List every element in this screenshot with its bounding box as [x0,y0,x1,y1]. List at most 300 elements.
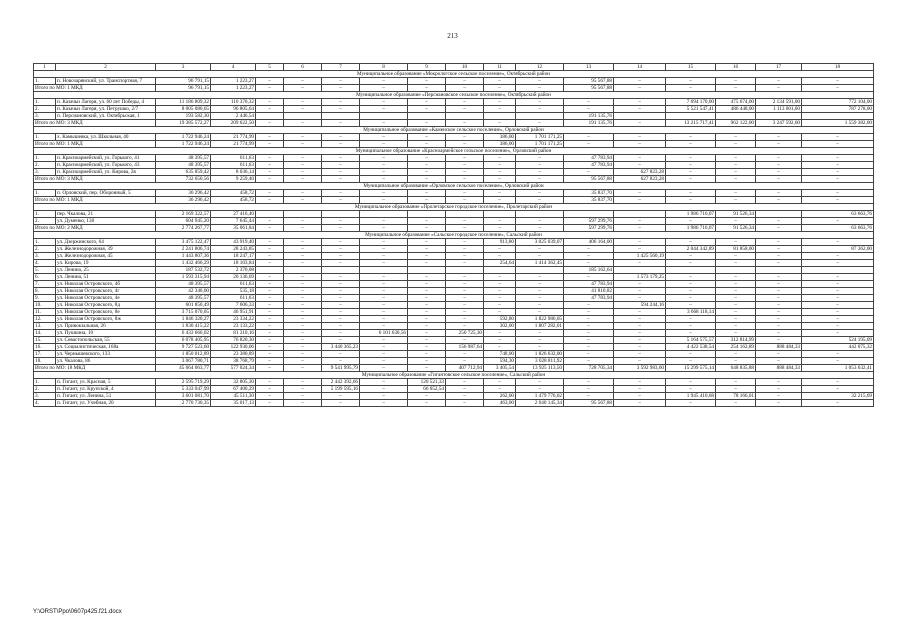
table-cell: – [614,323,666,330]
table-cell: – [614,386,666,393]
table-cell [446,113,484,120]
table-cell: – [614,281,666,288]
table-cell: – [408,295,446,302]
table-cell: – [666,351,716,358]
table-cell: – [756,281,802,288]
address-cell: ул. Николая Островского, 4г [56,288,156,295]
table-cell: – [408,344,446,351]
table-cell: 87 362,00 [802,246,874,253]
table-cell: 1 826 632,00 [516,351,564,358]
table-cell: – [614,246,666,253]
table-cell: – [322,218,360,225]
table-cell: – [408,155,446,162]
total-row [34,120,874,127]
table-cell: 2 770 730,35 [156,400,211,407]
table-cell: – [360,99,408,106]
table-cell: 1 573 179,25 [614,274,666,281]
table-cell: 1 223,27 [211,78,256,85]
table-cell: – [322,134,360,141]
table-cell: – [446,218,484,225]
table-cell: – [564,393,614,400]
table-cell: – [446,78,484,85]
table-cell: 36 296,42 [156,190,211,197]
table-cell: 262,00 [484,393,516,400]
table-row [34,274,874,281]
table-cell: 748,00 [484,351,516,358]
table-cell [802,267,874,274]
table-cell: 46 951,91 [211,309,256,316]
table-cell: – [614,99,666,106]
table-cell: – [802,316,874,323]
table-cell: – [756,218,802,225]
table-cell [446,267,484,274]
table-cell: 6 078 405,95 [156,337,211,344]
table-cell: – [802,253,874,260]
table-cell: – [564,323,614,330]
table-cell: – [716,197,756,204]
table-cell: – [564,309,614,316]
table-cell [716,113,756,120]
table-cell: – [756,295,802,302]
table-cell: 18 103,84 [211,260,256,267]
table-cell: 81 310,16 [211,330,256,337]
table-cell: – [256,302,284,309]
table-cell: – [802,274,874,281]
table-cell: – [484,281,516,288]
table-row [34,260,874,267]
table-cell: 592,80 [484,316,516,323]
table-cell: 21 774,99 [211,141,256,148]
table-cell: – [802,162,874,169]
table-cell: – [802,176,874,183]
table-cell: – [802,141,874,148]
row-number: 18. [34,358,56,365]
row-number: 9. [34,295,56,302]
table-cell: – [284,386,322,393]
table-cell: – [484,197,516,204]
table-cell: – [256,309,284,316]
table-row [34,358,874,365]
table-cell: – [756,316,802,323]
table-cell: – [256,162,284,169]
table-cell: – [446,239,484,246]
table-cell: – [666,176,716,183]
table-cell [484,211,516,218]
address-cell: ул. Ленина, 25 [56,267,156,274]
table-cell: 11 186 809,32 [156,99,211,106]
table-cell: 19 385 572,27 [156,120,211,127]
column-number: 9 [408,64,446,71]
table-cell: 611,63 [211,281,256,288]
address-cell: ул. Дзержинского, 64 [56,239,156,246]
table-cell [614,211,666,218]
table-cell: – [360,141,408,148]
table-cell: – [716,316,756,323]
row-number: 7. [34,281,56,288]
table-cell: – [564,134,614,141]
column-number: 1 [34,64,56,71]
table-cell: – [516,197,564,204]
table-cell: 2 370,08 [211,267,256,274]
table-cell: 120 521,33 [408,379,446,386]
table-cell: – [256,190,284,197]
table-cell [322,267,360,274]
table-cell: – [802,239,874,246]
row-number: 1. [34,134,56,141]
row-number: 1. [34,190,56,197]
table-cell: – [408,288,446,295]
table-cell: – [360,393,408,400]
address-cell: ул. Пушкина, 10 [56,330,156,337]
table-cell: – [360,260,408,267]
table-cell: 254 162,89 [716,344,756,351]
table-cell: 250 725,30 [446,330,484,337]
table-cell: 96 791,15 [156,85,211,92]
row-number: 13. [34,323,56,330]
table-cell: – [716,330,756,337]
table-cell: 406 164,00 [564,239,614,246]
table-cell: – [284,176,322,183]
table-cell: – [756,225,802,232]
table-cell: – [484,288,516,295]
table-cell: – [256,358,284,365]
table-cell: – [408,365,446,372]
address-cell: ул. Социалистическая, 168а [56,344,156,351]
column-number: 12 [516,64,564,71]
table-cell: – [564,379,614,386]
table-cell: – [516,379,564,386]
table-row [34,211,874,218]
table-cell: – [666,162,716,169]
table-cell: – [564,260,614,267]
table-cell: – [322,323,360,330]
table-cell: – [360,169,408,176]
section-heading: Муниципальное образование «Пролетарское городское поселение», Пролетарский район [34,204,874,211]
table-cell: – [322,274,360,281]
table-cell: – [666,260,716,267]
table-cell: – [446,358,484,365]
table-cell: – [756,162,802,169]
table-cell: – [256,295,284,302]
table-cell: 594 244,16 [614,302,666,309]
table-cell: – [716,295,756,302]
table-cell: 1 722 946,24 [156,134,211,141]
table-cell: 1 830 415,22 [156,323,211,330]
table-cell: – [666,190,716,197]
table-row [34,267,874,274]
table-cell: – [516,225,564,232]
row-number: 1. [34,99,56,106]
table-cell [360,113,408,120]
table-cell: – [408,197,446,204]
table-cell: – [516,106,564,113]
table-cell [614,113,666,120]
total-label: Итого по МО: 18 МКД [34,365,156,372]
table-cell: – [564,141,614,148]
table-cell: – [408,99,446,106]
column-number: 8 [360,64,408,71]
table-cell: 2 134 591,00 [756,99,802,106]
table-cell: – [716,218,756,225]
table-cell: – [256,344,284,351]
table-cell: – [284,316,322,323]
table-cell: – [408,316,446,323]
table-cell: – [256,337,284,344]
table-cell: 3 601 081,70 [156,393,211,400]
table-cell: – [666,197,716,204]
table-cell: – [666,316,716,323]
table-cell: 787 278,00 [802,106,874,113]
table-cell: – [408,176,446,183]
table-cell: – [256,85,284,92]
table-cell: 254,64 [484,260,516,267]
table-cell: – [408,253,446,260]
table-cell [322,211,360,218]
table-cell: 1 850 012,89 [156,351,211,358]
total-label: Итого по МО: 1 МКД [34,141,156,148]
table-cell: 1 722 946,24 [156,141,211,148]
table-cell: 193 582,30 [156,113,211,120]
table-cell: – [666,295,716,302]
column-number: 18 [802,64,874,71]
table-cell: – [802,85,874,92]
table-cell: – [716,309,756,316]
table-cell: – [666,323,716,330]
address-cell: ул. Николая Островского, 8е [56,309,156,316]
total-label: Итого по МО: 3 МКД [34,176,156,183]
table-cell: – [666,386,716,393]
table-cell: – [614,225,666,232]
table-cell: – [360,281,408,288]
table-cell: – [446,225,484,232]
table-cell: – [614,358,666,365]
table-cell: – [756,288,802,295]
table-cell: 1 822 986,05 [516,316,564,323]
table-cell: – [614,162,666,169]
table-cell: – [446,141,484,148]
table-row [34,351,874,358]
table-cell: – [360,344,408,351]
table-cell: 6 433 666,02 [156,330,211,337]
table-cell: – [408,246,446,253]
table-cell: – [256,316,284,323]
table-cell [360,267,408,274]
table-cell: – [564,99,614,106]
table-cell: – [716,323,756,330]
table-cell: 1 593 315,94 [156,274,211,281]
table-cell: – [284,239,322,246]
table-cell: – [446,386,484,393]
row-number: 3. [34,113,56,120]
address-cell: ул. Николая Островского, 8д [56,302,156,309]
table-cell: – [360,323,408,330]
table-cell: – [484,386,516,393]
table-cell: – [802,330,874,337]
table-cell: 5 199 595,16 [322,386,360,393]
table-cell: – [756,253,802,260]
table-cell: – [408,281,446,288]
table-cell: 2 044 342,89 [666,246,716,253]
table-cell: 407 712,94 [446,365,484,372]
table-cell [256,211,284,218]
table-cell: 81 858,00 [716,246,756,253]
table-row [34,316,874,323]
table-row [34,99,874,106]
table-cell: – [256,260,284,267]
table-cell: 486 448,00 [716,106,756,113]
table-cell: – [484,309,516,316]
table-cell: – [256,400,284,407]
table-cell: 888 484,33 [756,365,802,372]
table-cell: – [322,393,360,400]
table-cell: – [614,260,666,267]
table-cell: – [284,162,322,169]
table-cell: – [484,246,516,253]
table-cell: – [322,253,360,260]
table-cell: – [756,176,802,183]
row-number: 16. [34,344,56,351]
table-cell: – [484,274,516,281]
row-number: 12. [34,316,56,323]
table-cell: – [360,288,408,295]
table-cell: – [716,85,756,92]
table-cell: – [516,281,564,288]
table-row [34,281,874,288]
table-cell: – [484,379,516,386]
table-cell: – [756,351,802,358]
table-cell: 32 805,30 [211,379,256,386]
table-cell: – [360,295,408,302]
row-number: 10. [34,302,56,309]
table-cell: 7 645,44 [211,218,256,225]
table-cell: – [408,134,446,141]
table-cell: 2 169 322,57 [156,211,211,218]
table-cell: – [484,330,516,337]
table-cell: – [802,190,874,197]
table-cell: – [802,281,874,288]
section-heading-row [34,92,874,99]
row-number: 1. [34,239,56,246]
table-cell: – [802,386,874,393]
table-cell: – [756,239,802,246]
table-cell: – [484,78,516,85]
table-cell: – [614,344,666,351]
table-row [34,78,874,85]
table-cell: – [716,169,756,176]
table-cell: – [614,316,666,323]
column-number: 15 [666,64,716,71]
table-cell: – [408,218,446,225]
table-cell: 122 930,06 [211,344,256,351]
table-cell: 23 133,22 [211,323,256,330]
table-cell: – [716,78,756,85]
table-cell: – [322,358,360,365]
table-cell: 28 243,85 [211,246,256,253]
table-cell: – [360,78,408,85]
table-cell: – [756,274,802,281]
table-cell: – [256,169,284,176]
column-number: 11 [484,64,516,71]
column-number-row [34,64,874,71]
table-cell: 597 299,76 [564,218,614,225]
table-cell: – [284,323,322,330]
table-cell: – [446,155,484,162]
table-cell: 7 694 170,00 [666,99,716,106]
table-cell: – [716,155,756,162]
table-cell: – [256,78,284,85]
capital-repair-table [33,63,874,407]
table-cell: – [716,358,756,365]
table-cell: – [756,309,802,316]
table-row [34,253,874,260]
table-cell: – [666,218,716,225]
table-cell: – [446,323,484,330]
table-cell [284,211,322,218]
table-cell: 13 925 113,50 [516,365,564,372]
row-number: 2. [34,162,56,169]
table-cell: – [516,386,564,393]
table-cell: 1 414 362,45 [516,260,564,267]
table-cell: – [756,246,802,253]
table-cell: 18 247,17 [211,253,256,260]
table-cell: – [614,295,666,302]
table-cell: 8 005 080,65 [156,106,211,113]
table-cell: – [408,239,446,246]
row-number: 6. [34,274,56,281]
table-cell: – [614,190,666,197]
table-cell: – [446,99,484,106]
table-cell [446,211,484,218]
table-cell: – [446,246,484,253]
table-cell: – [516,295,564,302]
table-row [34,246,874,253]
table-cell: 2 446,54 [211,113,256,120]
table-cell: 611,63 [211,162,256,169]
table-cell: 1 443 807,36 [156,253,211,260]
table-cell: 187 532,72 [156,267,211,274]
table-cell: – [516,330,564,337]
table-cell: 9 541 995,79 [322,365,360,372]
table-cell: 63 663,76 [802,211,874,218]
table-cell: 13 215 717,41 [666,120,716,127]
row-number: 1. [34,211,56,218]
table-cell: – [446,85,484,92]
table-row [34,309,874,316]
table-cell: – [716,274,756,281]
table-cell: – [614,309,666,316]
table-cell: 209 622,50 [211,120,256,127]
table-cell: – [408,274,446,281]
address-cell: ул. Чернышевского, 133 [56,351,156,358]
address-cell: п. Гигант, ул. Ленина, 51 [56,393,156,400]
table-cell: 312 814,99 [716,337,756,344]
address-cell: ул. Думенко, 130 [56,218,156,225]
table-row [34,113,874,120]
table-cell: – [256,351,284,358]
table-cell: – [322,169,360,176]
table-cell: – [756,190,802,197]
table-row [34,190,874,197]
address-cell: п. Новозарянский, ул. Транспортная, 7 [56,78,156,85]
table-cell: – [716,162,756,169]
file-path-footer: Y:\ORST\Ppo\0607p425.f21.docx [33,609,122,615]
table-cell: – [360,274,408,281]
table-cell: – [516,302,564,309]
table-cell: 3 067 780,71 [156,358,211,365]
table-cell: 3 592 983,60 [614,365,666,372]
column-number: 4 [211,64,256,71]
table-cell: – [408,337,446,344]
